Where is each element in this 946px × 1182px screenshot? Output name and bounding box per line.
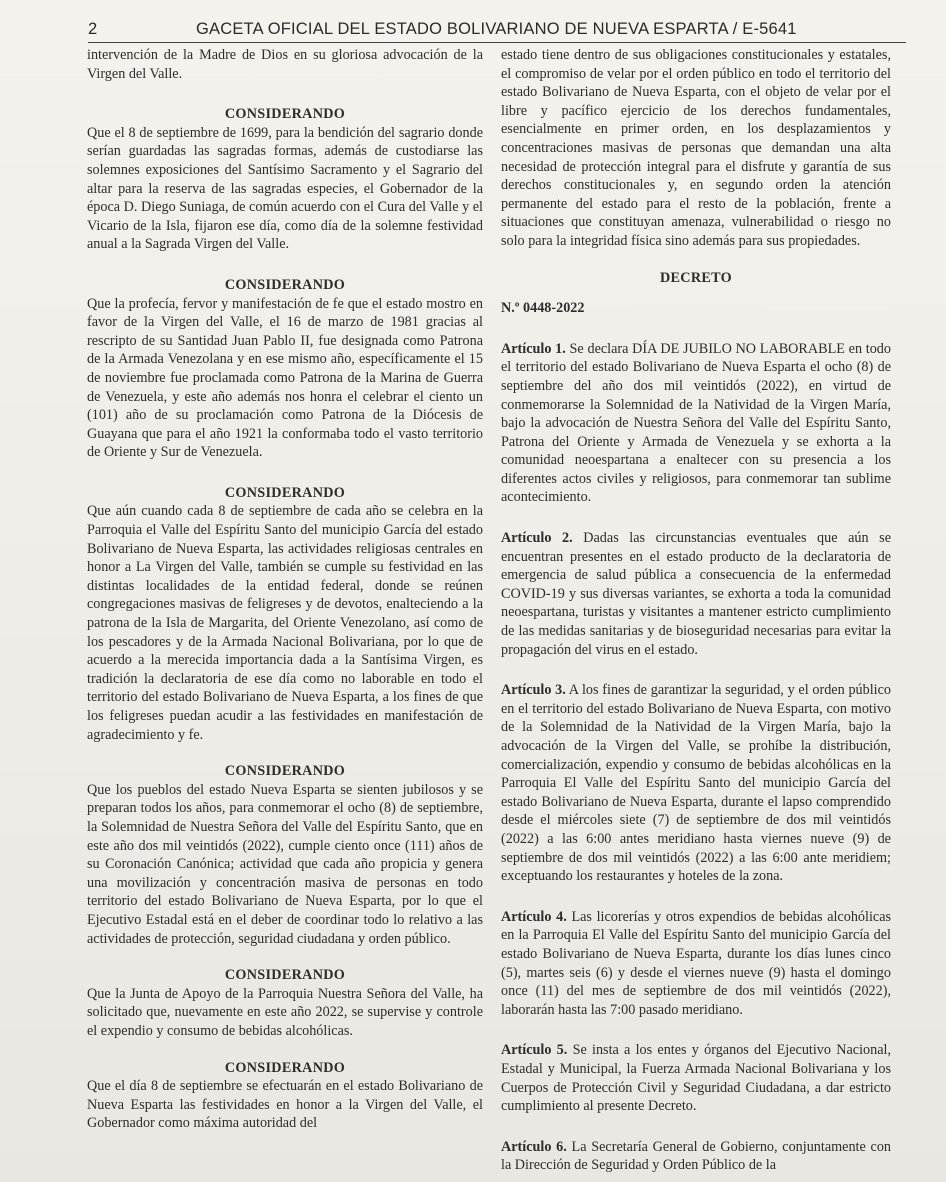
article-4 (501, 908, 891, 1020)
article-label: Artículo 4. (501, 908, 567, 925)
considerando-heading: CONSIDERANDO (224, 763, 346, 780)
article-label: Artículo 1. (501, 340, 566, 357)
considerando-text: Que los pueblos del estado Nueva Esparta se sienten jubilosos y se preparan todos los años, para conmemorar el ocho (8) de septiembre, la Solemnidad de Nuestra Señora del Valle del Espíritu Santo, que en este año dos mil veintidós (2022), cumple ciento once (111) años de su Coronación Canónica; actividad que cada año propicia y genera una movilización y concentración masiva de personas en todo territorio del estado Bolivariano de Nueva Esparta, por lo que el Ejecutivo Estadal está en el deber de coordinar todo lo relativo a las actividades de protección, seguridad ciudadana y orden público. (87, 781, 483, 947)
considerando-heading: CONSIDERANDO (224, 276, 346, 293)
article-1 (501, 340, 891, 507)
considerando-heading: CONSIDERANDO (224, 1059, 346, 1076)
right-column (501, 46, 891, 1175)
considerando-text: Que la profecía, fervor y manifestación de fe que el estado mostro en favor de la Virgen del Valle, el 16 de marzo de 1981 gracias al rescripto de su Santidad Juan Pablo II, fue designada como Patrona de la Armada Venezolana y en ese mismo año, específicamente el 15 de noviembre fue proclamada como Patrona de la Marina de Guerra de Venezuela, y este año además nos honra el celebrar el ciento un (101) año de su proclamación como Patrona de la Diócesis de Guayana que para el año 1921 la conformaba todo el vasto territorio de Oriente y Sur de Venezuela. (87, 295, 483, 461)
header-rule (88, 42, 906, 43)
considerando-text: Que el día 8 de septiembre se efectuarán en el estado Bolivariano de Nueva Esparta las festividades en honor a la Virgen del Valle, el Gobernador como máxima autoridad del (87, 1078, 483, 1132)
article-5 (501, 1041, 891, 1115)
article-label: Artículo 3. (501, 682, 566, 699)
article-6 (501, 1138, 891, 1175)
page-number: 2 (88, 20, 98, 38)
considerando-heading: CONSIDERANDO (224, 106, 346, 123)
article-label: Artículo 2. (501, 530, 573, 547)
article-text: Se declara DÍA DE JUBILO NO LABORABLE en todo el territorio del estado Bolivariano de Nueva Esparta el ocho (8) de septiembre del año dos mil veintidós (2022), en virtud de conmemorarse la Solemnidad de la Natividad de la Virgen María, bajo la advocación de Nuestra Señora del Valle del Espíritu Santo, Patrona del Oriente y Armada de Venezuela y se exhorta a la comunidad neoespartana a enaltecer con su presencia a los diferentes actos civiles y religiosos, para conmemorar tan sublime acontecimiento. (501, 340, 891, 506)
article-label: Artículo 6. (501, 1138, 567, 1155)
left-column (87, 46, 483, 1133)
considerando-text: Que aún cuando cada 8 de septiembre de cada año se celebra en la Parroquia el Valle del Espíritu Santo del municipio García del estado Bolivariano de Nueva Esparta, las actividades religiosas centrales en honor a La Virgen del Valle, también se cumple su festividad en las distintas localidades de la entidad federal, donde se reúnen congregaciones masivas de feligreses y de devotos, enalteciendo a la patrona de la Isla de Margarita, del Oriente Venezolano, así como de los pescadores y de la Armada Nacional Bolivariana, por lo que de acuerdo a la merecida importancia dada a la Santísima Virgen, es tradición la declaratoria de ese día como no laborable en todo el territorio del estado Bolivariano de Nueva Esparta, a los fines de que los feligreses puedan acudir a las festividades en manifestación de agradecimiento y fe. (87, 503, 483, 743)
decree-heading: DECRETO (659, 269, 732, 286)
article-text: Las licorerías y otros expendios de bebidas alcohólicas en la Parroquia El Valle del Espíritu Santo del municipio García del estado Bolivariano de Nueva Esparta, durante los días lunes cinco (5), martes seis (6) y desde el viernes nueve (9) hasta el domingo once (11) del mes de septiembre de dos mil veintidós (2022), laborarán hasta las 7:00 pasado meridiano. (501, 908, 892, 1018)
gazette-title: GACETA OFICIAL DEL ESTADO BOLIVARIANO DE NUEVA ESPARTA / E-5641 (196, 20, 797, 38)
considerando-text: Que el 8 de septiembre de 1699, para la bendición del sagrario donde serían guardadas las sagradas formas, además de custodiarse las solemnes exposiciones del Santísimo Sacramento y el Sagrario del altar para la reserva de las sagradas especies, el Gobernador de la época D. Diego Suniaga, de común acuerdo con el Cura del Valle y el Vicario de la Isla, fijaron ese día, como día de la solemne festividad anual a la Sagrada Virgen del Valle. (87, 124, 483, 253)
considerando-text: Que la Junta de Apoyo de la Parroquia Nuestra Señora del Valle, ha solicitado que, nuevamente en este año 2022, se supervise y controle el expendio y consumo de bebidas alcohólicas. (87, 985, 483, 1039)
article-text: Se insta a los entes y órganos del Ejecutivo Nacional, Estadal y Municipal, la Fuerza Armada Nacional Bolivariana y los Cuerpos de Protección Civil y Seguridad Ciudadana, a dar estricto cumplimiento al presente Decreto. (501, 1042, 891, 1115)
right-intro-text: estado tiene dentro de sus obligaciones constitucionales y estatales, el compromiso de velar por el orden público en todo el territorio del estado Bolivariano de Nueva Esparta, con el objeto de velar por el libre y pacífico ejercicio de los derechos fundamentales, esencialmente en primer orden, en los desplazamientos y concentraciones masivas de personas que demandan una alta necesidad de protección integral para el disfrute y garantía de sus derechos constitucionales y, en segundo orden la atención permanente del estado para el resto de la población, frente a situaciones que constituyan amenaza, vulnerabilidad o riesgo no solo para la integridad física sino además para sus propiedades. (501, 47, 891, 249)
considerando-heading: CONSIDERANDO (224, 967, 346, 984)
considerando-heading: CONSIDERANDO (224, 484, 346, 501)
article-text: Dadas las circunstancias eventuales que aún se encuentran presentes en el estado producto de la declaratoria de emergencia de salud pública a consecuencia de la enfermedad COVID-19 y sus diversas variantes, se exhorta a toda la comunidad neoespartana, turistas y visitantes a mantener estricto cumplimiento de las medidas sanitarias y de bioseguridad necesarias para evitar la propagación del virus en el estado. (501, 530, 892, 658)
left-intro-text: intervención de la Madre de Dios en su gloriosa advocación de la Virgen del Valle. (87, 47, 483, 82)
decree-number: N.º 0448-2022 (501, 300, 585, 317)
article-text: La Secretaría General de Gobierno, conjuntamente con la Dirección de Seguridad y Orden Público de la (501, 1138, 892, 1174)
article-label: Artículo 5. (501, 1042, 568, 1059)
article-3 (501, 681, 891, 886)
article-2 (501, 529, 891, 659)
article-text: A los fines de garantizar la seguridad, y el orden público en el territorio del estado Bolivariano de Nueva Esparta, con motivo de la Solemnidad de la Natividad de la Virgen María, bajo la advocación de la Virgen del Valle, se prohíbe la distribución, comercialización, expendio y consumo de bebidas alcohólicas en la Parroquia El Valle del Espíritu Santo del municipio García del estado Bolivariano de Nueva Esparta, durante el lapso comprendido desde el miércoles siete (7) de septiembre de dos mil veintidós (2022) a las 6:00 antes meridiano hasta viernes nueve (9) de septiembre de dos mil veintidós (2022) a las 6:00 ante meridiem; exceptuando los restaurantes y hoteles de la zona. (501, 682, 891, 885)
